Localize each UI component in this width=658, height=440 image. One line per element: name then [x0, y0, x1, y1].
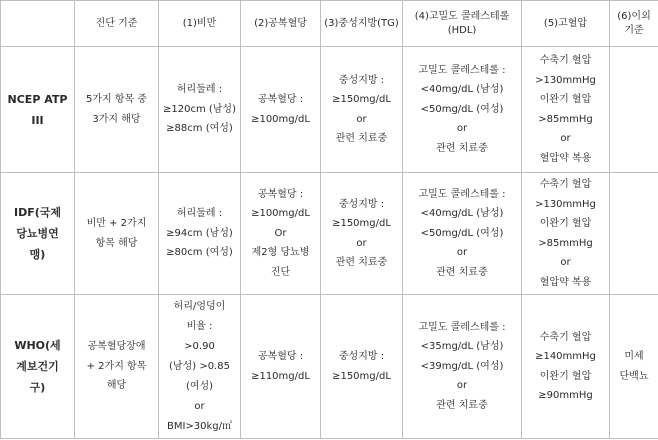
triglyceride-cell	[321, 295, 403, 439]
row-name-cell	[1, 173, 75, 295]
table-row	[1, 47, 658, 173]
fasting-glucose-cell	[241, 173, 321, 295]
cell-line: 이완기 혈압	[539, 370, 592, 382]
cell-line: ≥140mmHg	[535, 351, 596, 362]
cell-line: ≥90mmHg	[538, 390, 593, 401]
cell-line: ≥110mg/dL	[251, 370, 310, 382]
cell-line: Or	[274, 227, 287, 239]
cell-line: ≥88cm (여성)	[166, 123, 233, 135]
cell-line: 고밀도 콜레스테롤 :	[418, 64, 506, 76]
cell-line: 관련 치료중	[436, 399, 488, 411]
other-cell	[610, 295, 658, 439]
cell-line: ≥150mg/dL	[332, 94, 391, 105]
other-cell	[610, 47, 658, 173]
cell-line: 혈압약 복용	[539, 276, 592, 288]
header-corner	[1, 1, 75, 47]
cell-line: 관련 치료중	[436, 142, 488, 154]
cell-line: 진단	[270, 266, 291, 278]
cell-line: 5가지 항목 중	[85, 94, 148, 105]
row-name-line: 당뇨병연	[16, 227, 59, 240]
row-name-line: 맹)	[29, 248, 46, 261]
table-row	[1, 295, 658, 439]
cell-line: <40mg/dL (남성)	[420, 208, 504, 220]
header-triglyceride: (3)중성지방(TG)	[321, 1, 403, 47]
cell-line: <50mg/dL (여성)	[420, 227, 504, 239]
cell-line: 중성지방 :	[338, 198, 385, 210]
criteria-cell	[75, 47, 159, 173]
cell-line: or	[356, 237, 367, 249]
cell-line: BMI>30kg/㎡	[166, 420, 233, 432]
cell-line: 3가지 해당	[92, 113, 141, 125]
cell-line: 관련 치료중	[335, 133, 388, 144]
cell-line: 중성지방 :	[338, 74, 385, 86]
cell-line: + 2가지 항목	[86, 360, 147, 372]
row-name-cell	[1, 295, 75, 439]
triglyceride-cell	[321, 47, 403, 173]
obesity-cell	[159, 295, 241, 439]
cell-line: or	[560, 133, 571, 144]
fasting-glucose-cell	[241, 295, 321, 439]
cell-line: or	[456, 380, 468, 392]
cell-line: >130mmHg	[535, 198, 596, 210]
cell-line: ≥120cm (남성)	[162, 103, 236, 115]
row-name-line: 계보건기	[16, 360, 59, 373]
cell-line: 이완기 혈압	[539, 94, 592, 105]
cell-line: 공복혈당 :	[257, 188, 304, 200]
cell-line: 수축기 혈압	[539, 55, 592, 66]
cell-line: ≥100mg/dL	[251, 208, 310, 220]
cell-line: 공복혈당 :	[257, 94, 304, 105]
row-name-cell	[1, 47, 75, 173]
header-hdl	[403, 1, 522, 47]
table-row	[1, 173, 658, 295]
cell-line: 공복혈당장애	[87, 341, 146, 353]
cell-line: <40mg/dL (남성)	[420, 84, 504, 96]
cell-line: >130mmHg	[535, 74, 596, 86]
cell-line: ≥150mg/dL	[332, 218, 391, 229]
cell-line: >85mmHg	[538, 113, 593, 125]
cell-line: or	[560, 257, 571, 268]
header-hdl-line: (HDL)	[447, 24, 477, 36]
header-other-line: 기준	[624, 24, 644, 36]
cell-line: 중성지방 :	[338, 351, 385, 362]
cell-line: 비만 + 2가지	[86, 218, 147, 229]
cell-line: <39mg/dL (여성)	[420, 360, 504, 372]
cell-line: 이완기 혈압	[539, 218, 592, 229]
criteria-cell	[75, 173, 159, 295]
cell-line: 단백뇨	[619, 370, 649, 382]
cell-line: 고밀도 콜레스테롤 :	[418, 321, 506, 333]
row-name-line: WHO(세	[14, 339, 61, 352]
header-blood-pressure: (5)고혈압	[522, 1, 610, 47]
cell-line: <50mg/dL (여성)	[420, 103, 504, 115]
cell-line: <35mg/dL (남성)	[420, 341, 504, 353]
cell-line: 수축기 혈압	[539, 179, 592, 190]
cell-line: >0.90	[184, 340, 215, 352]
cell-line: ≥80cm (여성)	[166, 247, 233, 259]
cell-line: 고밀도 콜레스테롤 :	[418, 188, 506, 200]
cell-line: or	[456, 247, 468, 259]
cell-line: 제2형 당뇨병	[251, 247, 310, 259]
hdl-cell	[403, 295, 522, 439]
header-hdl-line: (4)고밀도 콜레스테롤	[414, 10, 510, 22]
blood-pressure-cell	[522, 295, 610, 439]
cell-line: (여성)	[185, 380, 214, 392]
obesity-cell	[159, 47, 241, 173]
blood-pressure-cell	[522, 173, 610, 295]
blood-pressure-cell	[522, 47, 610, 173]
cell-line: 해당	[106, 380, 127, 392]
hdl-cell	[403, 173, 522, 295]
other-cell	[610, 173, 658, 295]
cell-line: 비율 :	[186, 320, 213, 332]
header-other	[610, 1, 658, 47]
cell-line: 혈압약 복용	[539, 152, 592, 164]
cell-line: ≥150mg/dL	[332, 370, 391, 382]
cell-line: ≥94cm (남성)	[166, 227, 233, 239]
row-name-line: NCEP ATP	[7, 92, 68, 106]
cell-line: 미세	[624, 351, 644, 362]
triglyceride-cell	[321, 173, 403, 295]
row-name-line: III	[31, 113, 44, 127]
header-other-line: (6)이외	[617, 10, 651, 22]
fasting-glucose-cell	[241, 47, 321, 173]
cell-line: 항목 해당	[95, 237, 138, 249]
cell-line: 관련 치료중	[335, 257, 388, 268]
cell-line: 관련 치료중	[436, 266, 488, 278]
cell-line: ≥100mg/dL	[251, 113, 310, 125]
cell-line: 허리둘레 :	[176, 84, 223, 96]
header-criteria: 진단 기준	[75, 1, 159, 47]
row-name-line: 구)	[29, 381, 46, 394]
criteria-cell	[75, 295, 159, 439]
row-name-line: IDF(국제	[13, 206, 62, 219]
header-obesity: (1)비만	[159, 1, 241, 47]
header-fasting-glucose: (2)공복혈당	[241, 1, 321, 47]
cell-line: or	[194, 400, 205, 412]
cell-line: 수축기 혈압	[539, 331, 592, 343]
cell-line: 공복혈당 :	[257, 351, 304, 362]
obesity-cell	[159, 173, 241, 295]
cell-line: or	[356, 113, 367, 125]
hdl-cell	[403, 47, 522, 173]
header-row	[1, 1, 658, 47]
cell-line: or	[456, 123, 468, 135]
cell-line: >85mmHg	[538, 237, 593, 249]
cell-line: (남성) >0.85	[169, 360, 230, 372]
cell-line: 허리/엉덩이	[173, 300, 226, 312]
cell-line: 허리둘레 :	[176, 208, 223, 220]
